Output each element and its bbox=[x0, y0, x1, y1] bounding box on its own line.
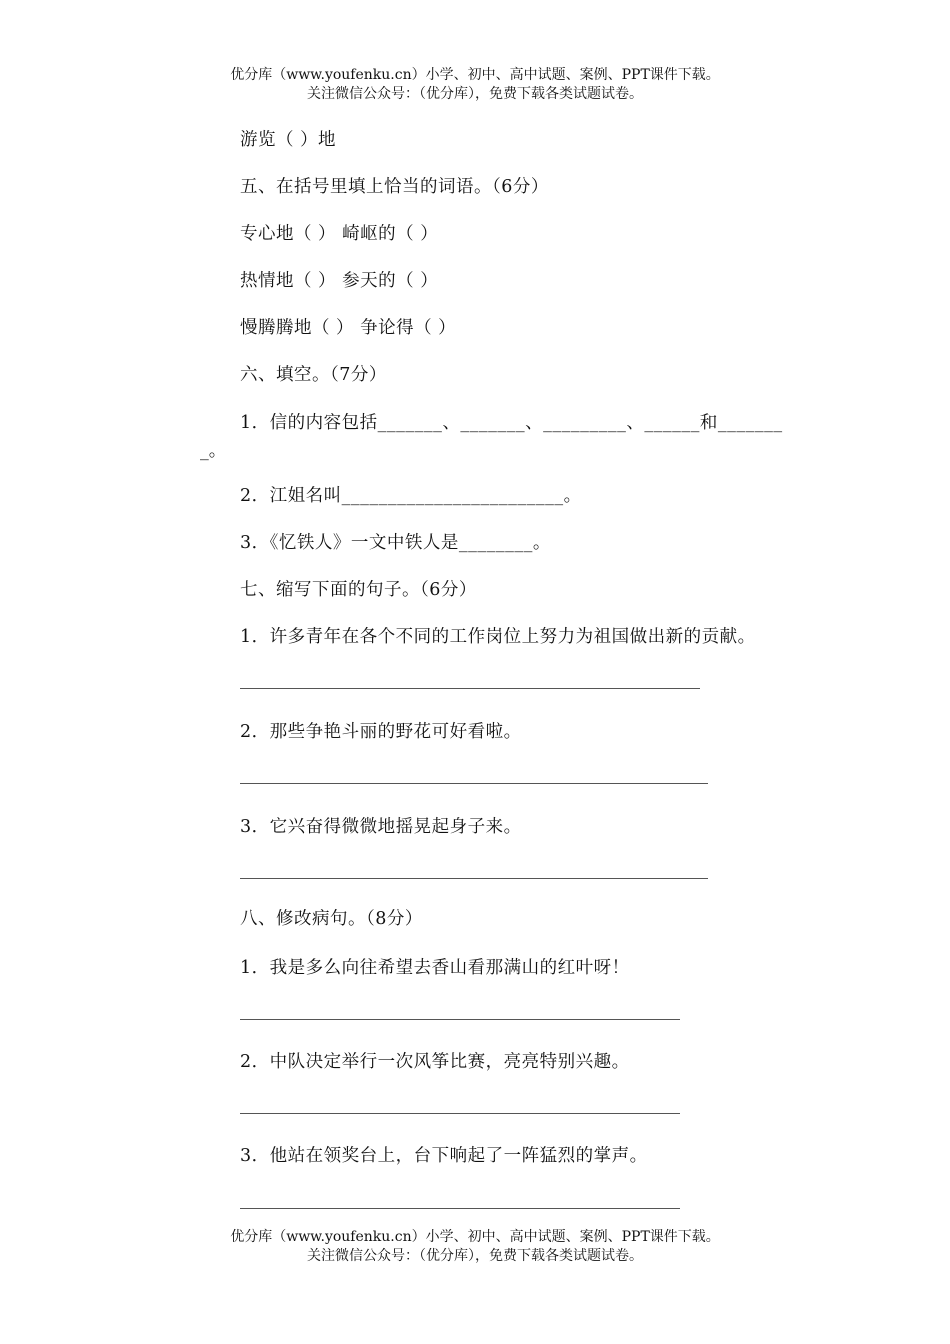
blank-question-1-wrap: _。 bbox=[200, 441, 227, 461]
shorten-question-1: 1．许多青年在各个不同的工作岗位上努力为祖国做出新的贡献。 bbox=[240, 627, 756, 647]
footer-line-1: 优分库（www.youfenku.cn）小学、初中、高中试题、案例、PPT课件下载。 bbox=[230, 1229, 720, 1245]
fill-item-youlan: 游览（ ）地 bbox=[240, 130, 337, 150]
page-footer bbox=[0, 1228, 950, 1266]
blank-question-2: 2．江姐名叫________________________。 bbox=[240, 486, 582, 506]
blank-question-3: 3．《忆铁人》一文中铁人是________。 bbox=[240, 533, 551, 553]
answer-line bbox=[240, 1208, 680, 1209]
section-seven-title: 七、缩写下面的句子。（6分） bbox=[240, 580, 477, 600]
header-line-2: 关注微信公众号：（优分库），免费下载各类试题试卷。 bbox=[307, 86, 643, 102]
answer-line bbox=[240, 878, 708, 879]
correct-question-1: 1．我是多么向往希望去香山看那满山的红叶呀！ bbox=[240, 958, 630, 978]
header-line-1: 优分库（www.youfenku.cn）小学、初中、高中试题、案例、PPT课件下载。 bbox=[230, 67, 720, 83]
correct-question-2: 2．中队决定举行一次风筝比赛，亮亮特别兴趣。 bbox=[240, 1052, 630, 1072]
fill-row-2: 热情地（ ） 参天的（ ） bbox=[240, 271, 439, 291]
answer-line bbox=[240, 783, 708, 784]
section-eight-title: 八、修改病句。（8分） bbox=[240, 909, 423, 929]
answer-line bbox=[240, 1019, 680, 1020]
blank-question-1: 1．信的内容包括_______、_______、_________、______和_______ bbox=[240, 413, 783, 433]
answer-line bbox=[240, 1113, 680, 1114]
section-five-title: 五、在括号里填上恰当的词语。（6分） bbox=[240, 177, 549, 197]
shorten-question-2: 2．那些争艳斗丽的野花可好看啦。 bbox=[240, 722, 522, 742]
answer-line bbox=[240, 688, 700, 689]
fill-row-1: 专心地（ ） 崎岖的（ ） bbox=[240, 224, 439, 244]
footer-line-2: 关注微信公众号：（优分库），免费下载各类试题试卷。 bbox=[307, 1248, 643, 1264]
page-header bbox=[0, 66, 950, 104]
shorten-question-3: 3．它兴奋得微微地摇晃起身子来。 bbox=[240, 817, 522, 837]
correct-question-3: 3．他站在领奖台上，台下响起了一阵猛烈的掌声。 bbox=[240, 1146, 648, 1166]
fill-row-3: 慢腾腾地（ ） 争论得（ ） bbox=[240, 318, 457, 338]
section-six-title: 六、填空。（7分） bbox=[240, 365, 387, 385]
